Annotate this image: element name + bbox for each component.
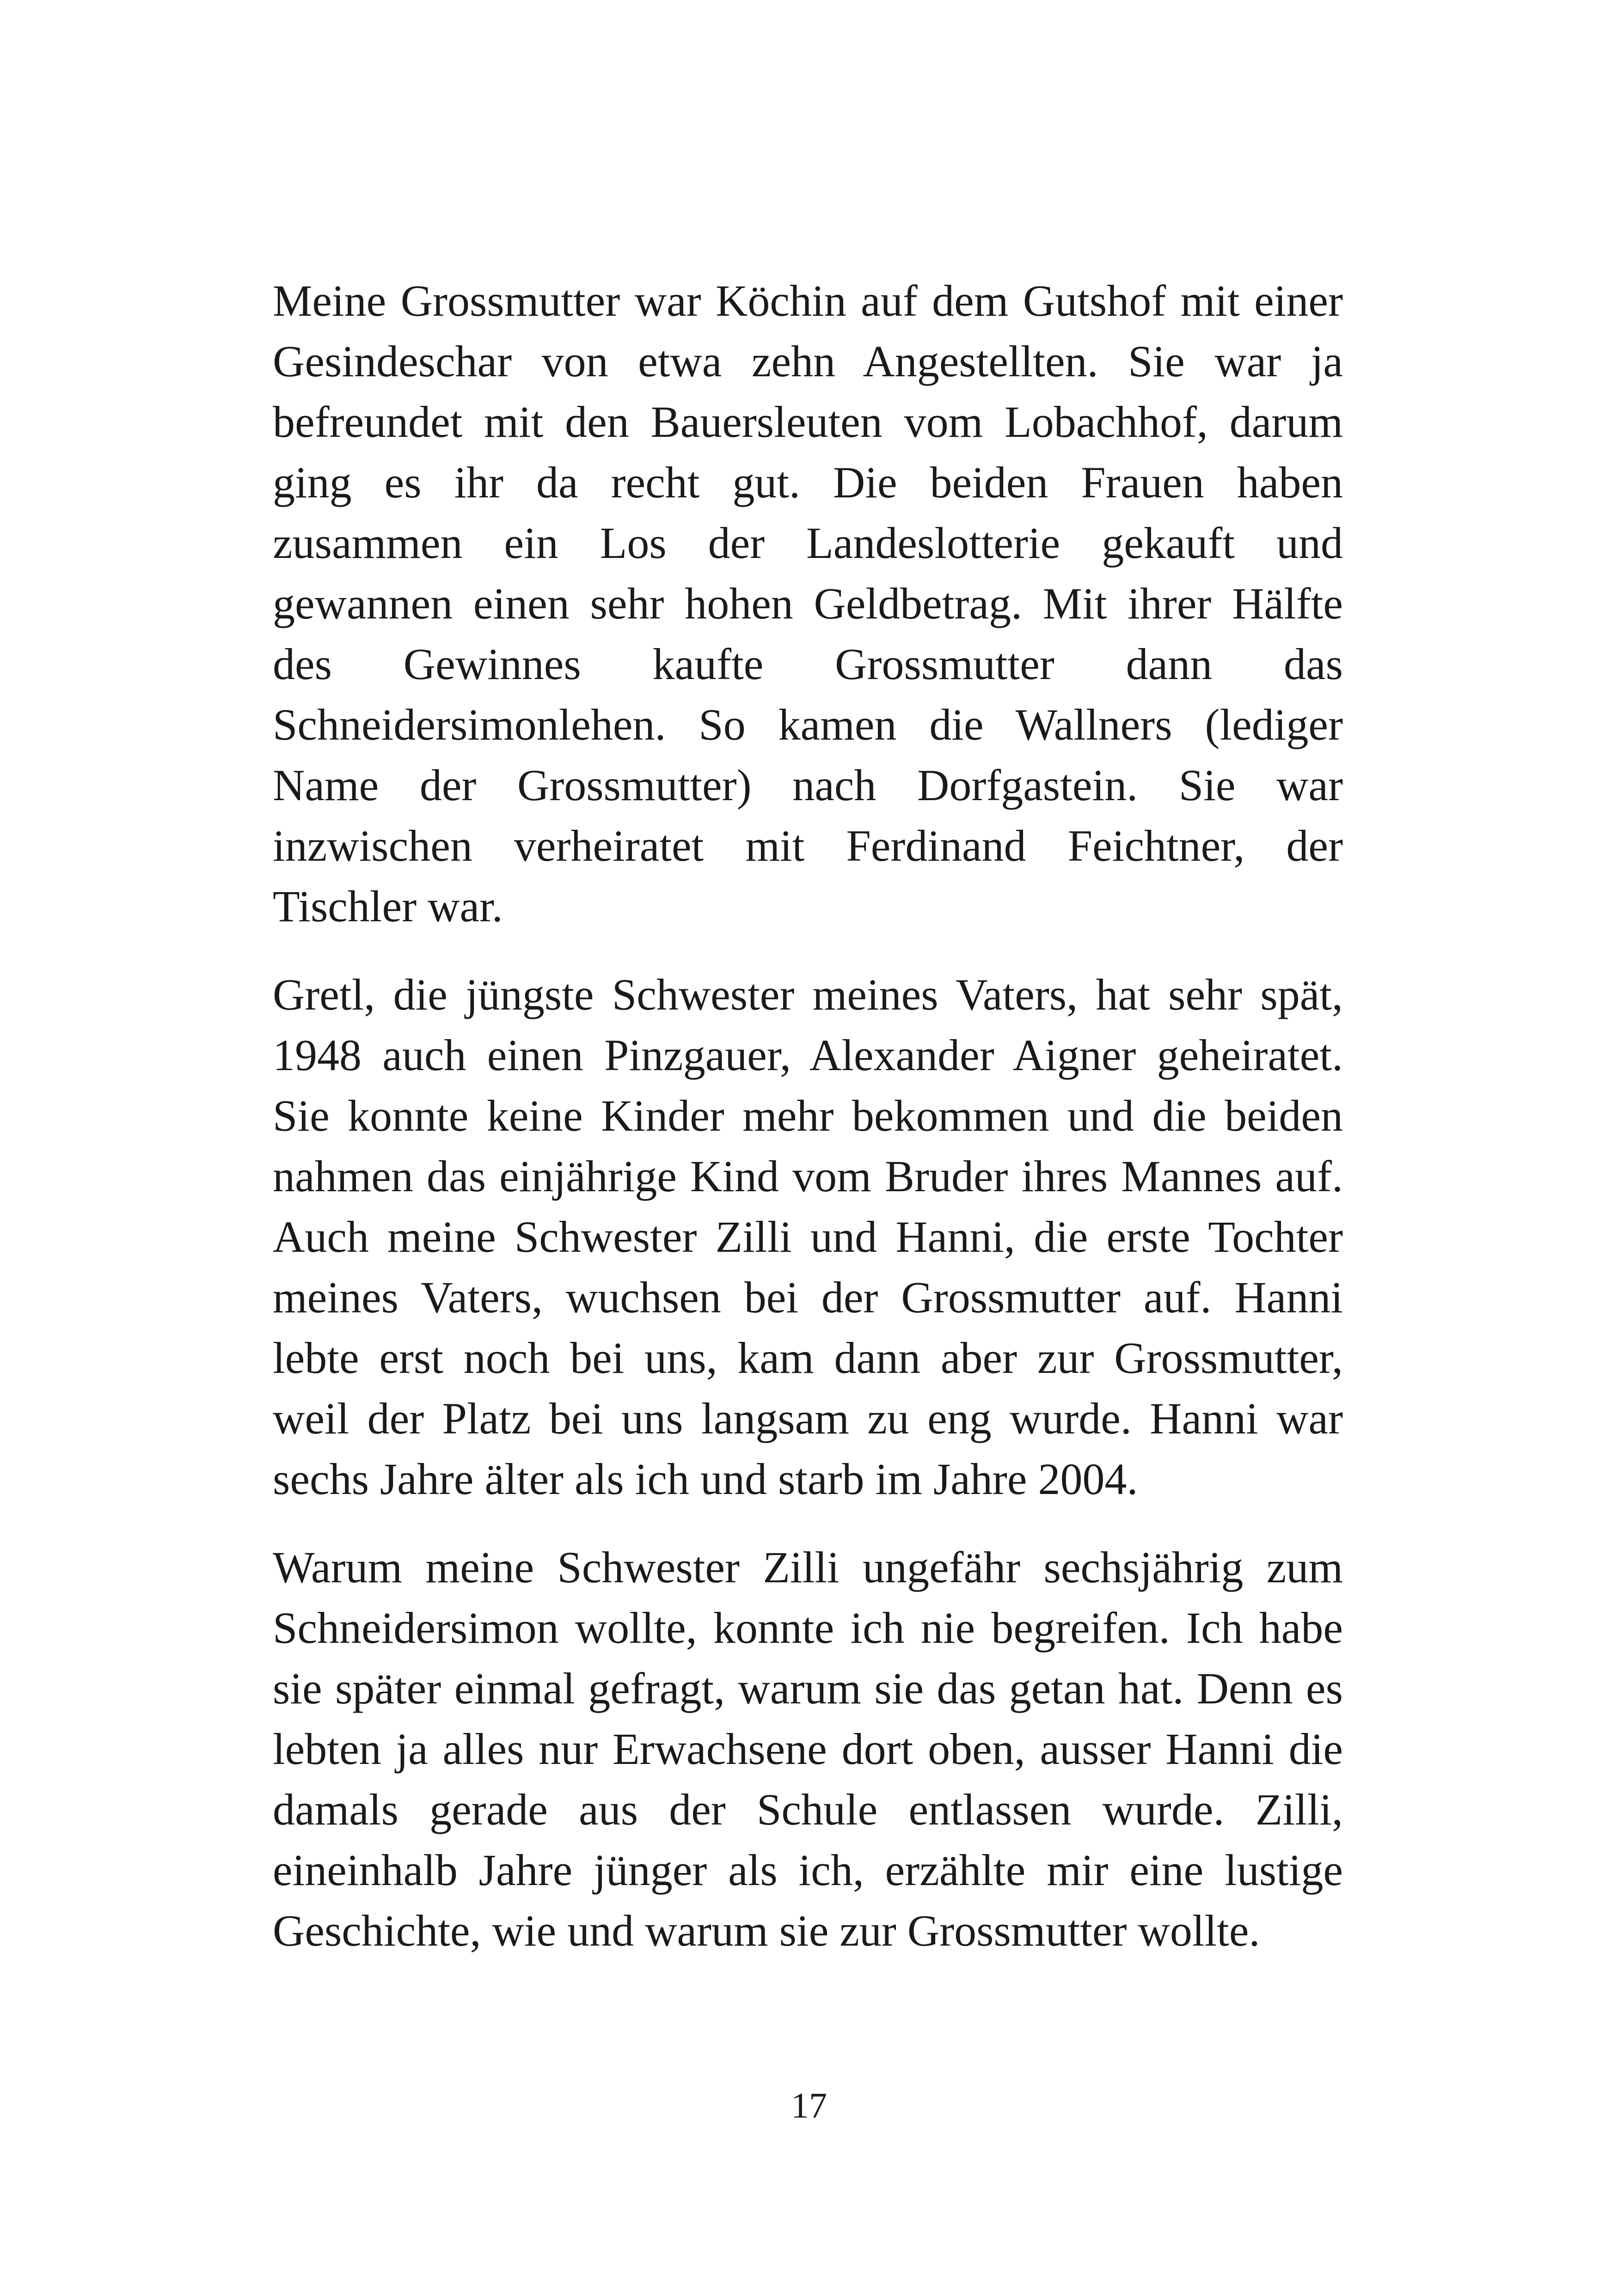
paragraph-1: Meine Grossmutter war Köchin auf dem Gutshof mit einer Gesindeschar von etwa zehn Angestellten. Sie war ja befreundet mit den Bauersleuten vom Lobachhof, darum ging es ihr da recht gut. Die beiden Frauen haben zusammen ein Los der Landeslotterie gekauft und gewannen einen sehr hohen Geldbetrag. Mit ihrer Hälfte des Gewinnes kaufte Grossmutter dann das Schneidersimonlehen. So kamen die Wallners (lediger Name der Grossmutter) nach Dorfgastein. Sie war inzwischen verheiratet mit Ferdinand Feichtner, der Tischler war. bbox=[273, 276, 1343, 931]
paragraph-3: Warum meine Schwester Zilli ungefähr sechsjährig zum Schneidersimon wollte, konnte ich nie begreifen. Ich habe sie später einmal gefragt, warum sie das getan hat. Denn es lebten ja alles nur Erwachsene dort oben, ausser Hanni die damals gerade aus der Schule entlassen wurde. Zilli, eineinhalb Jahre jünger als ich, erzählte mir eine lustige Geschichte, wie und warum sie zur Grossmutter wollte. bbox=[273, 1543, 1343, 1955]
paragraph-2: Gretl, die jüngste Schwester meines Vaters, hat sehr spät, 1948 auch einen Pinzgauer, Alexander Aigner geheiratet. Sie konnte keine Kinder mehr bekommen und die beiden nahmen das einjährige Kind vom Bruder ihres Mannes auf. Auch meine Schwester Zilli und Hanni, die erste Tochter meines Vaters, wuchsen bei der Grossmutter auf. Hanni lebte erst noch bei uns, kam dann aber zur Grossmutter, weil der Platz bei uns langsam zu eng wurde. Hanni war sechs Jahre älter als ich und starb im Jahre 2004. bbox=[273, 970, 1343, 1504]
page-number: 17 bbox=[791, 2085, 827, 2125]
body-text bbox=[273, 270, 1343, 1961]
